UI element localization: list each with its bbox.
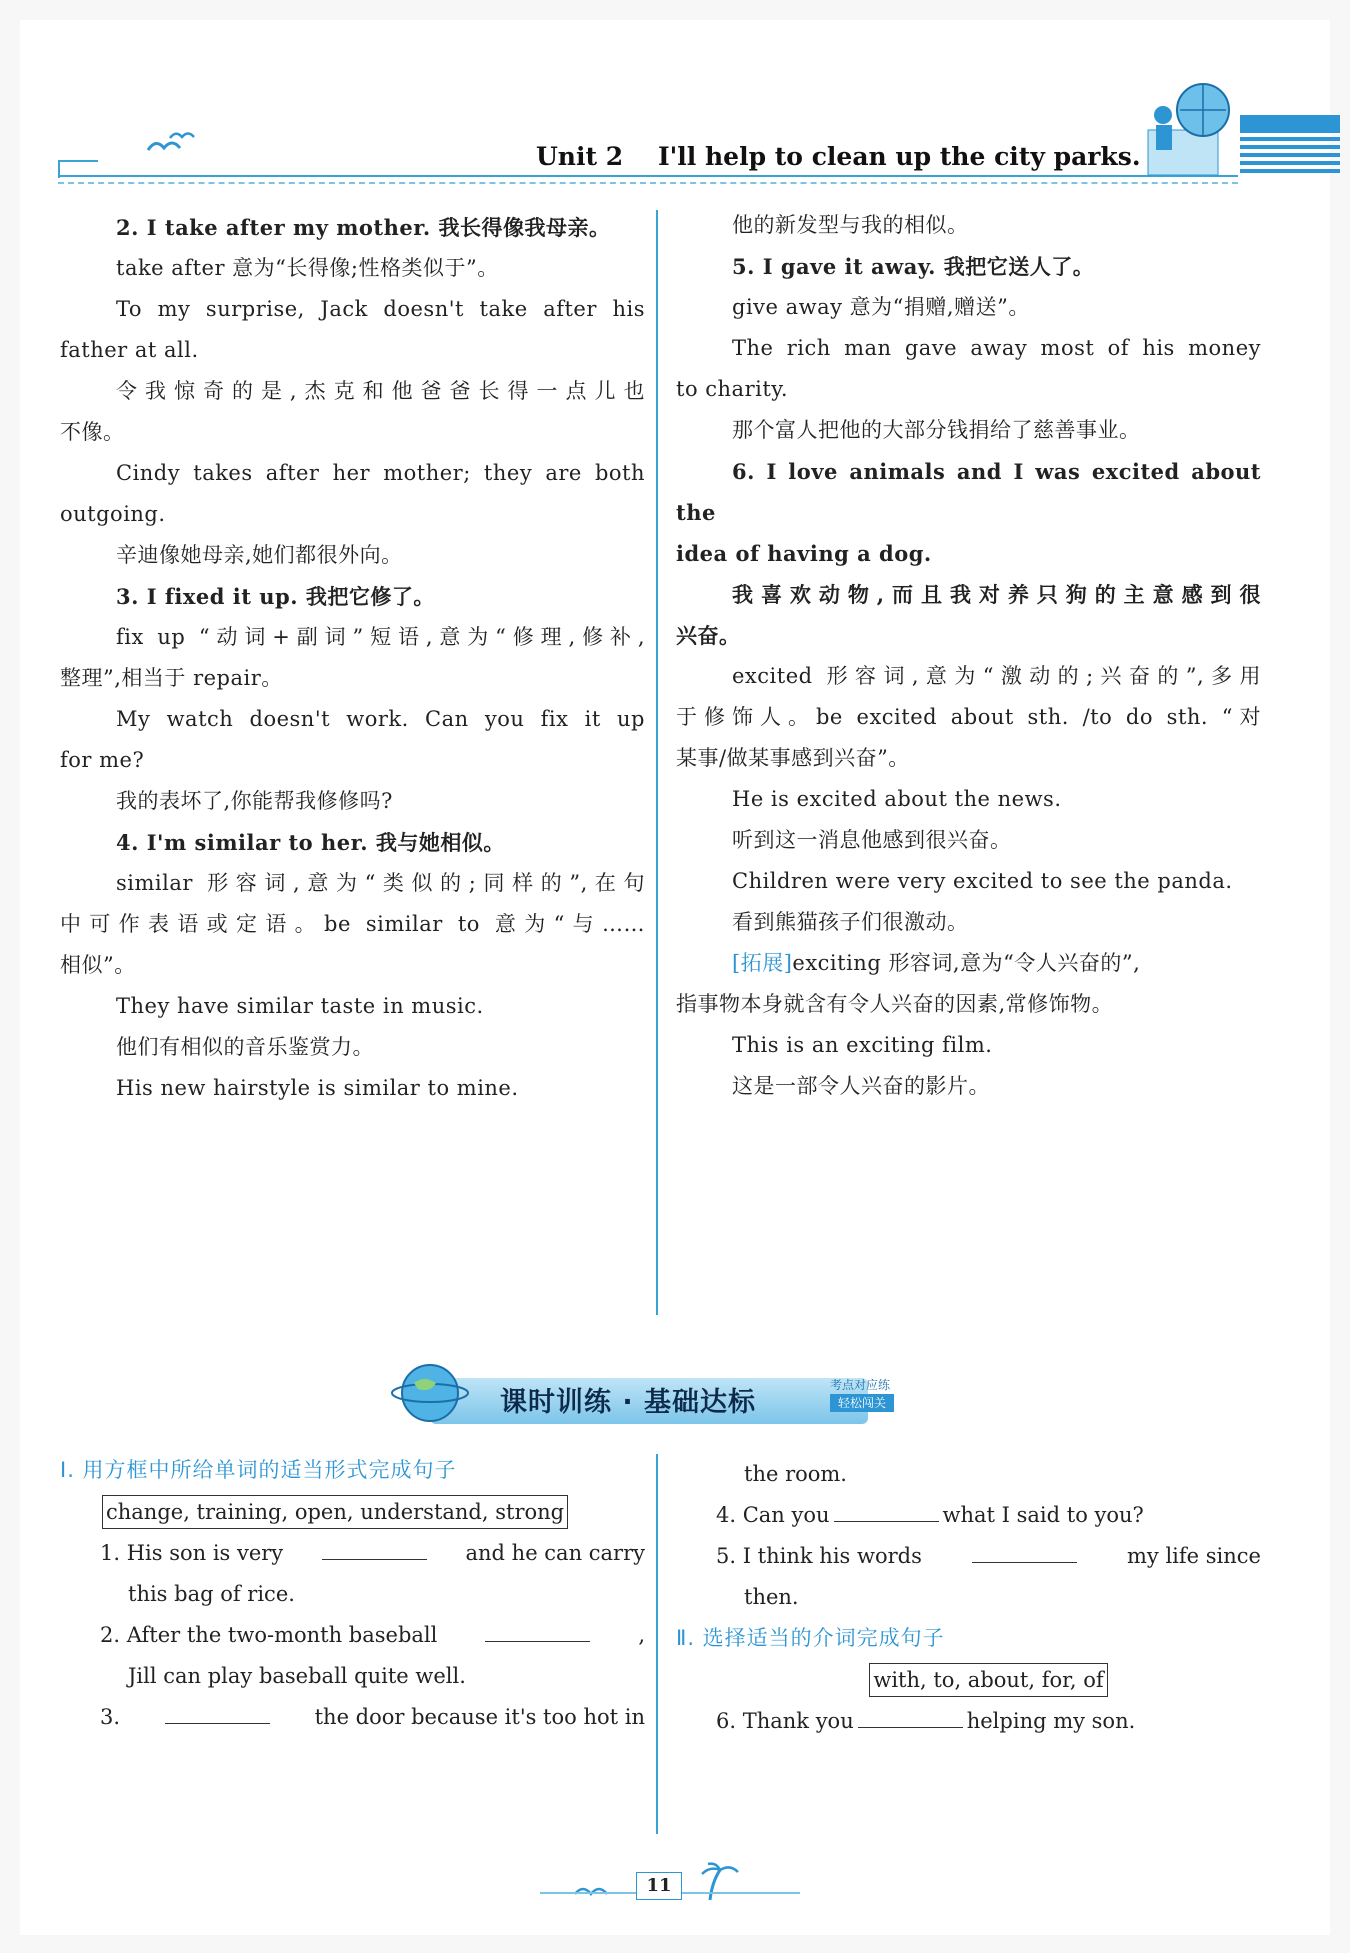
- example-line: My watch doesn't work. Can you fix it up: [116, 707, 645, 731]
- point-3-title: 3. I fixed it up. 我把它修了。: [116, 584, 435, 609]
- translation-line: 看到熊猫孩子们很激动。: [732, 910, 969, 934]
- example-line: This is an exciting film.: [732, 1033, 993, 1057]
- q4-blank[interactable]: [834, 1495, 939, 1522]
- section-2-title: Ⅱ. 选择适当的介词完成句子: [676, 1626, 945, 1650]
- page-header: [58, 60, 1340, 200]
- header-rule: [58, 175, 1238, 177]
- q5-text-b: my life since: [1127, 1544, 1261, 1568]
- header-dashed-rule: [58, 182, 1238, 184]
- q2-text-b: ,: [638, 1623, 645, 1647]
- word-box-1: change, training, open, understand, strong: [102, 1495, 568, 1529]
- q1-text-a: 1. His son is very: [100, 1541, 284, 1565]
- q3-cont: the room.: [744, 1462, 847, 1486]
- example-line: To my surprise, Jack doesn't take after his: [116, 297, 645, 321]
- text-line: 指事物本身就含有令人兴奋的因素,常修饰物。: [676, 992, 1114, 1016]
- q5-cont: then.: [744, 1585, 799, 1609]
- page-footer: [540, 1862, 800, 1910]
- unit-title: Unit 2 I'll help to clean up the city parks.: [536, 142, 1141, 171]
- example-line: father at all.: [60, 338, 199, 362]
- example-line: He is excited about the news.: [732, 787, 1062, 811]
- translation-line: 兴奋。: [676, 623, 741, 648]
- extend-text: exciting 形容词,意为“令人兴奋的”,: [792, 951, 1141, 975]
- example-line: His new hairstyle is similar to mine.: [116, 1076, 519, 1100]
- q4-text-b: what I said to you?: [942, 1503, 1144, 1527]
- text-line: 某事/做某事感到兴奋”。: [676, 746, 910, 770]
- extend-note: [676, 943, 1261, 984]
- translation-line: 我的表坏了,你能帮我修修吗?: [116, 789, 393, 813]
- palm-tree-icon: [690, 1862, 750, 1902]
- example-line: The rich man gave away most of his money: [732, 336, 1261, 360]
- point-6-title: 6. I love animals and I was excited about the: [676, 459, 1261, 525]
- question-2: [60, 1615, 645, 1656]
- text-line: take after 意为“长得像;性格类似于”。: [116, 256, 499, 280]
- left-column: [60, 207, 645, 1109]
- translation-line: 我喜欢动物,而且我对养只狗的主意感到很: [732, 582, 1261, 607]
- column-divider: [656, 210, 658, 1315]
- text-line: 于修饰人。be excited about sth. /to do sth. “对: [676, 705, 1261, 729]
- text-line: fix up “动词+副词”短语,意为“修理,修补,: [116, 625, 645, 649]
- point-2-title: 2. I take after my mother. 我长得像我母亲。: [116, 215, 611, 240]
- text-line: similar 形容词,意为“类似的;同样的”,在句: [116, 871, 645, 895]
- example-line: for me?: [60, 748, 145, 772]
- question-5: [676, 1536, 1261, 1577]
- banner-tag: [830, 1376, 894, 1412]
- translation-line: 辛迪像她母亲,她们都很外向。: [116, 543, 403, 567]
- example-line: outgoing.: [60, 502, 166, 526]
- q1-blank[interactable]: [322, 1533, 427, 1560]
- section-banner: [390, 1358, 930, 1428]
- example-line: to charity.: [676, 377, 789, 401]
- question-6: [676, 1701, 1261, 1742]
- right-column: [676, 205, 1261, 1107]
- extend-tag: [拓展]: [732, 951, 793, 975]
- birds-icon: [108, 120, 208, 170]
- text-line: 相似”。: [60, 953, 136, 977]
- example-line: Cindy takes after her mother; they are both: [116, 461, 645, 485]
- q5-text-a: 5. I think his words: [716, 1544, 922, 1568]
- translation-line: 这是一部令人兴奋的影片。: [732, 1074, 990, 1098]
- page-number: 11: [636, 1872, 682, 1900]
- globe-boy-icon: [1118, 70, 1238, 180]
- banner-tag-1: 考点对应练: [830, 1378, 891, 1392]
- q1-text-b: and he can carry: [465, 1541, 645, 1565]
- translation-line: 那个富人把他的大部分钱捐给了慈善事业。: [732, 418, 1141, 442]
- q3-blank[interactable]: [165, 1697, 270, 1724]
- example-line: Children were very excited to see the panda.: [732, 869, 1233, 893]
- exercises-right: [676, 1454, 1261, 1742]
- q2-blank[interactable]: [485, 1615, 590, 1642]
- question-4: [676, 1495, 1261, 1536]
- q6-blank[interactable]: [858, 1701, 963, 1728]
- q1-cont: this bag of rice.: [128, 1582, 295, 1606]
- header-stripes: [1240, 115, 1340, 185]
- translation-line: 令我惊奇的是,杰克和他爸爸长得一点儿也: [116, 379, 645, 403]
- point-5-title: 5. I gave it away. 我把它送人了。: [732, 254, 1095, 279]
- q5-blank[interactable]: [972, 1536, 1077, 1563]
- section-1-title: Ⅰ. 用方框中所给单词的适当形式完成句子: [60, 1458, 457, 1482]
- text-line: 整理”,相当于 repair。: [60, 666, 283, 690]
- translation-line: 他的新发型与我的相似。: [732, 213, 969, 237]
- word-box-2: with, to, about, for, of: [869, 1663, 1107, 1697]
- example-line: They have similar taste in music.: [116, 994, 484, 1018]
- translation-line: 不像。: [60, 420, 125, 444]
- exercises-left: [60, 1450, 645, 1738]
- exercise-divider: [656, 1454, 658, 1834]
- q3-text-a: 3.: [100, 1705, 121, 1729]
- banner-title: 课时训练 · 基础达标: [500, 1387, 757, 1418]
- text-line: give away 意为“捐赠,赠送”。: [732, 295, 1030, 319]
- q2-text-a: 2. After the two-month baseball: [100, 1623, 438, 1647]
- text-line: 中可作表语或定语。be similar to 意为“与……: [60, 912, 645, 936]
- text-line: excited 形容词,意为“激动的;兴奋的”,多用: [732, 664, 1261, 688]
- banner-tag-2: 轻松闯关: [830, 1394, 894, 1412]
- q6-text-a: 6. Thank you: [716, 1709, 854, 1733]
- q4-text-a: 4. Can you: [716, 1503, 830, 1527]
- q2-cont: Jill can play baseball quite well.: [128, 1664, 466, 1688]
- question-1: [60, 1533, 645, 1574]
- question-3: [60, 1697, 645, 1738]
- q6-text-b: helping my son.: [966, 1709, 1136, 1733]
- point-4-title: 4. I'm similar to her. 我与她相似。: [116, 830, 505, 855]
- globe-icon: [390, 1358, 470, 1428]
- translation-line: 听到这一消息他感到很兴奋。: [732, 828, 1012, 852]
- q3-text-b: the door because it's too hot in: [314, 1705, 645, 1729]
- bird-icon: [570, 1874, 620, 1904]
- point-6-title: idea of having a dog.: [676, 541, 932, 566]
- translation-line: 他们有相似的音乐鉴赏力。: [116, 1035, 374, 1059]
